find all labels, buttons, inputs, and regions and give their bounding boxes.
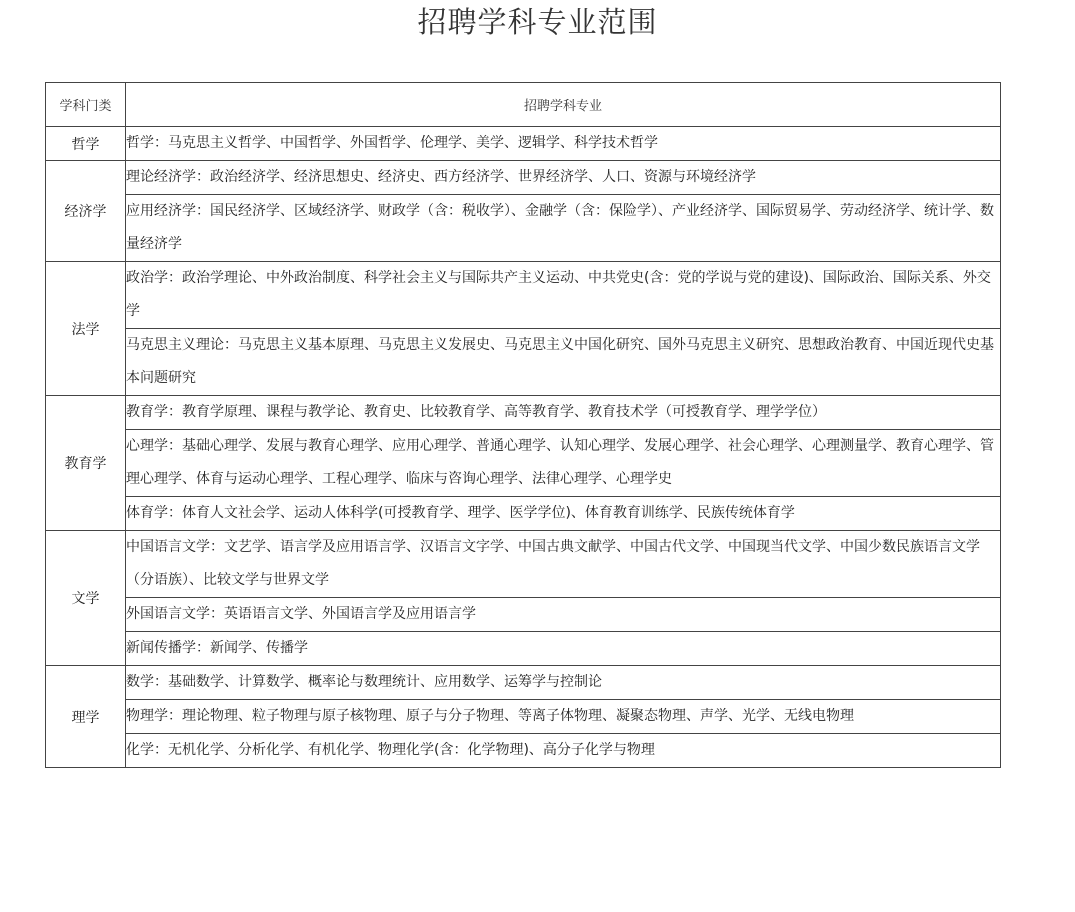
- majors-table: [45, 82, 1001, 768]
- subject-name: 新闻传播学：: [126, 640, 210, 656]
- majors-cell: [126, 396, 1001, 430]
- majors-cell: [126, 666, 1001, 700]
- majors-cell: [126, 430, 1001, 497]
- table-row: [46, 666, 1001, 700]
- majors-list: 基础心理学、发展与教育心理学、应用心理学、普通心理学、认知心理学、发展心理学、社会心理学、心理测量学、教育心理学、管理心理学、体育与运动心理学、工程心理学、临床与咨询心理学、法律心理学、心理学史: [126, 438, 994, 487]
- majors-cell: [126, 700, 1001, 734]
- majors-list: 英语语言文学、外国语言学及应用语言学: [224, 606, 476, 622]
- majors-list: 文艺学、语言学及应用语言学、汉语言文字学、中国古典文献学、中国古代文学、中国现当代文学、中国少数民族语言文学（分语族）、比较文学与世界文学: [126, 539, 980, 588]
- majors-list: 马克思主义基本原理、马克思主义发展史、马克思主义中国化研究、国外马克思主义研究、思想政治教育、中国近现代史基本问题研究: [126, 337, 994, 386]
- table-row: [46, 262, 1001, 329]
- majors-list: 国民经济学、区域经济学、财政学（含：税收学）、金融学（含：保险学）、产业经济学、国际贸易学、劳动经济学、统计学、数量经济学: [126, 203, 994, 252]
- subject-name: 化学：: [126, 742, 168, 758]
- majors-cell: [126, 497, 1001, 531]
- majors-cell: [126, 127, 1001, 161]
- category-cell-philosophy: 哲学: [46, 127, 126, 161]
- majors-list: 教育学原理、课程与教学论、教育史、比较教育学、高等教育学、教育技术学（可授教育学、理学学位）: [182, 404, 826, 420]
- header-majors: 招聘学科专业: [126, 83, 1001, 127]
- table-row: [46, 195, 1001, 262]
- majors-list: 基础数学、计算数学、概率论与数理统计、应用数学、运筹学与控制论: [168, 674, 602, 690]
- table-row: [46, 329, 1001, 396]
- majors-cell: [126, 195, 1001, 262]
- majors-list: 新闻学、传播学: [210, 640, 308, 656]
- majors-list: 政治学理论、中外政治制度、科学社会主义与国际共产主义运动、中共党史(含：党的学说与党的建设)、国际政治、国际关系、外交学: [126, 270, 991, 319]
- category-cell-economics: 经济学: [46, 161, 126, 262]
- majors-cell: [126, 262, 1001, 329]
- majors-cell: [126, 161, 1001, 195]
- majors-cell: [126, 531, 1001, 598]
- majors-list: 体育人文社会学、运动人体科学(可授教育学、理学、医学学位)、体育教育训练学、民族传统体育学: [182, 505, 795, 521]
- table-row: [46, 734, 1001, 768]
- majors-list: 政治经济学、经济思想史、经济史、西方经济学、世界经济学、人口、资源与环境经济学: [210, 169, 756, 185]
- subject-name: 物理学：: [126, 708, 182, 724]
- subject-name: 外国语言文学：: [126, 606, 224, 622]
- subject-name: 哲学：: [126, 135, 168, 151]
- table-row: [46, 700, 1001, 734]
- majors-list: 理论物理、粒子物理与原子核物理、原子与分子物理、等离子体物理、凝聚态物理、声学、光学、无线电物理: [182, 708, 854, 724]
- table-header-row: [46, 83, 1001, 127]
- category-cell-law: 法学: [46, 262, 126, 396]
- table-row: [46, 598, 1001, 632]
- table-row: [46, 127, 1001, 161]
- subject-name: 政治学：: [126, 270, 182, 286]
- subject-name: 心理学：: [126, 438, 182, 454]
- category-cell-literature: 文学: [46, 531, 126, 666]
- table-row: [46, 497, 1001, 531]
- table-row: [46, 632, 1001, 666]
- subject-name: 体育学：: [126, 505, 182, 521]
- majors-cell: [126, 734, 1001, 768]
- majors-cell: [126, 632, 1001, 666]
- category-cell-education: 教育学: [46, 396, 126, 531]
- subject-name: 中国语言文学：: [126, 539, 224, 555]
- page-title: 招聘学科专业范围: [417, 5, 658, 39]
- table-row: [46, 531, 1001, 598]
- majors-cell: [126, 598, 1001, 632]
- subject-name: 教育学：: [126, 404, 182, 420]
- subject-name: 数学：: [126, 674, 168, 690]
- table-row: [46, 396, 1001, 430]
- table-row: [46, 430, 1001, 497]
- subject-name: 应用经济学：: [126, 203, 210, 219]
- subject-name: 理论经济学：: [126, 169, 210, 185]
- category-cell-science: 理学: [46, 666, 126, 768]
- table-row: [46, 161, 1001, 195]
- subject-name: 马克思主义理论：: [126, 337, 238, 353]
- header-category: 学科门类: [46, 83, 126, 127]
- majors-list: 无机化学、分析化学、有机化学、物理化学(含：化学物理)、高分子化学与物理: [168, 742, 655, 758]
- majors-list: 马克思主义哲学、中国哲学、外国哲学、伦理学、美学、逻辑学、科学技术哲学: [168, 135, 658, 151]
- majors-cell: [126, 329, 1001, 396]
